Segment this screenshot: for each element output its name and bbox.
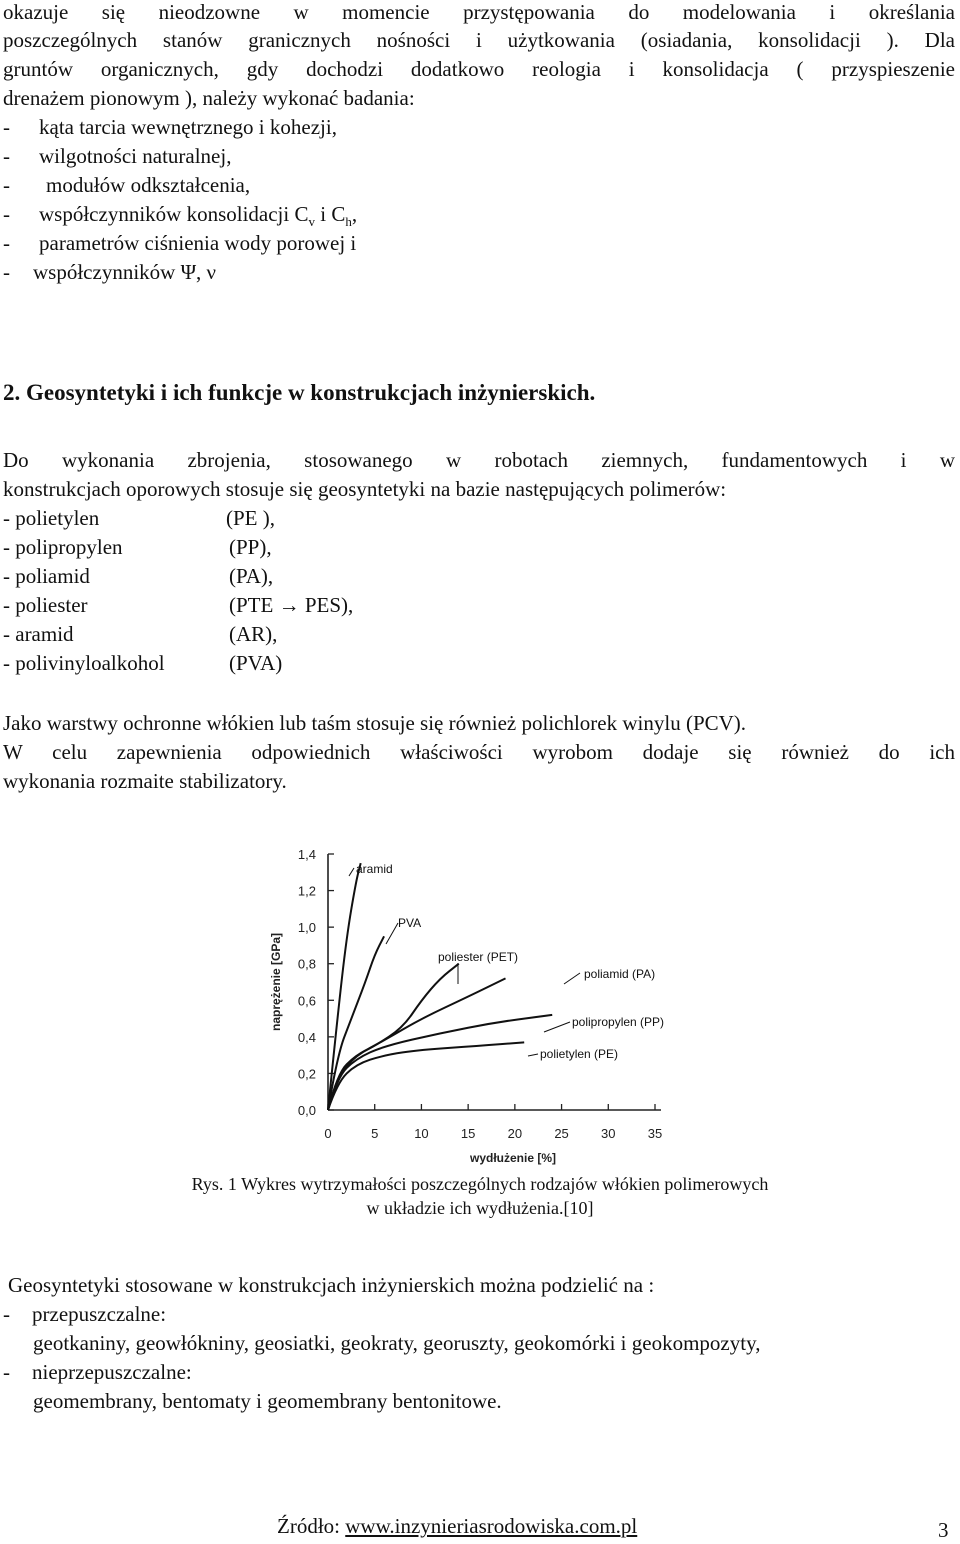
polymer-name: - aramid [3,622,74,646]
series-label: polietylen (PE) [540,1047,619,1061]
footer-source-link[interactable]: www.inzynieriasrodowiska.com.pl [345,1514,638,1538]
polymer-abbr: (PA), [229,564,274,588]
test-item-text: współczynników konsolidacji C [39,202,309,226]
x-tick-label: 30 [601,1126,616,1141]
figure-caption-line-1: Rys. 1 Wykres wytrzymałości poszczególnych rodzajów włókien polimerowych [191,1174,769,1194]
x-tick-label: 0 [324,1126,332,1141]
polymer-row [0,506,960,536]
list-dash: - [3,202,10,226]
y-axis-label: naprężenie [GPa] [269,932,283,1032]
polymer-name: - polietylen [3,506,100,530]
test-item-6 [3,260,216,285]
test-item-3 [3,173,250,198]
page-number: 3 [938,1518,949,1542]
x-tick-label: 15 [460,1126,476,1141]
permeable-items: geotkaniny, geowłókniny, geosiatki, geokraty, georuszty, geokomórki i geokompozyty, [33,1331,761,1355]
test-item-1 [3,115,337,140]
polymer-row [0,651,960,681]
strength-chart [258,836,698,1171]
series-line [328,964,459,1110]
polymer-name: - poliester [3,593,88,617]
y-tick-label: 0,4 [297,1029,316,1045]
subscript-h: h [345,214,352,230]
intro-line-3: gruntów organicznych, gdy dochodzi dodatkowo reologia i konsolidacja ( przyspieszenie [3,57,955,81]
polymer-abbr: (PP), [229,535,272,559]
label-leader-line [386,923,398,944]
polymer-row [0,535,960,565]
footer-source [277,1514,637,1539]
list-dash: - [3,1360,10,1384]
series-label: polipropylen (PP) [572,1015,665,1029]
subscript-v: v [308,214,315,230]
test-item-4 [3,202,357,230]
test-item-text: , [351,202,358,226]
y-tick-label: 1,0 [297,920,316,936]
x-tick-label: 10 [414,1126,429,1141]
test-item-text: współczynników Ψ, ν [33,260,217,284]
list-dash: - [3,260,10,284]
series-label: aramid [356,862,393,876]
list-dash: - [3,144,10,168]
nonpermeable-label-row [3,1360,192,1385]
test-item-5 [3,231,356,256]
section2-para-line-2: konstrukcjach oporowych stosuje się geosyntetyki na bazie następujących polimerów: [3,477,727,501]
x-tick-label: 35 [647,1126,663,1141]
x-tick-label: 5 [371,1126,379,1141]
y-tick-label: 1,2 [297,883,316,899]
polymer-abbr: (PE ), [226,506,275,530]
figure-caption-line-2: w układzie ich wydłużenia.[10] [366,1198,594,1218]
polymer-name: - polivinyloalkohol [3,651,165,675]
polymer-name: - polipropylen [3,535,123,559]
x-tick-label: 25 [554,1126,569,1141]
y-tick-label: 0,8 [297,956,316,972]
section2-para-line-1: Do wykonania zbrojenia, stosowanego w robotach ziemnych, fundamentowych i w [3,448,955,472]
label-leader-line [349,868,354,876]
y-tick-label: 0,6 [297,993,316,1009]
polymer-abbr: (AR), [229,622,278,646]
x-tick-label: 20 [507,1126,523,1141]
polymer-name: - poliamid [3,564,90,588]
permeable-label-row [3,1302,166,1327]
nonpermeable-label: nieprzepuszczalne: [32,1360,192,1384]
test-item-text: wilgotności naturalnej, [39,144,232,168]
classification-intro: Geosyntetyki stosowane w konstrukcjach inżynierskich można podzielić na : [8,1273,655,1297]
test-item-2 [3,144,231,169]
list-dash: - [3,173,10,197]
series-label: poliamid (PA) [584,967,656,981]
test-item-text: i C [314,202,346,226]
test-item-text: kąta tarcia wewnętrznego i kohezji, [39,115,337,139]
footer-source-label: Źródło: [277,1514,346,1538]
label-leader-line [544,1022,570,1032]
nonpermeable-items: geomembrany, bentomaty i geomembrany bentonitowe. [33,1389,502,1413]
list-dash: - [3,231,10,255]
polymer-row [0,593,960,623]
label-leader-line [528,1054,538,1056]
polymer-row [0,622,960,652]
intro-line-2: poszczególnych stanów granicznych nośności i użytkowania (osiadania, konsolidacji ). Dla [3,28,955,52]
y-tick-label: 1,4 [297,847,316,862]
test-item-text: modułów odkształcenia, [46,173,251,197]
list-dash: - [3,115,10,139]
series-line [328,1042,524,1110]
series-line [328,978,506,1110]
intro-line-1: okazuje się nieodzowne w momencie przystępowania do modelowania i określania [3,0,955,24]
polymer-row [0,564,960,594]
intro-line-4: drenażem pionowym ), należy wykonać badania: [3,86,415,110]
test-item-text: parametrów ciśnienia wody porowej i [39,231,357,255]
polymer-abbr: (PVA) [229,651,283,675]
polymer-abbr: (PTE → PES), [229,593,354,617]
stabilizer-para-line-1: W celu zapewnienia odpowiednich właściwości wyrobom dodaje się również do ich [3,740,955,764]
label-leader-line [564,973,580,984]
series-label: poliester (PET) [438,950,519,964]
y-tick-label: 0,2 [297,1066,316,1082]
y-tick-label: 0,0 [297,1103,316,1118]
section-heading: 2. Geosyntetyki i ich funkcje w konstrukcjach inżynierskich. [3,380,596,405]
series-label: PVA [398,916,422,930]
list-dash: - [3,1302,10,1326]
stabilizer-para-line-2: wykonania rozmaite stabilizatory. [3,769,287,793]
permeable-label: przepuszczalne: [32,1302,167,1326]
pcv-paragraph: Jako warstwy ochronne włókien lub taśm stosuje się również polichlorek winylu (PCV). [3,711,747,735]
x-axis-label: wydłużenie [%] [469,1151,557,1165]
